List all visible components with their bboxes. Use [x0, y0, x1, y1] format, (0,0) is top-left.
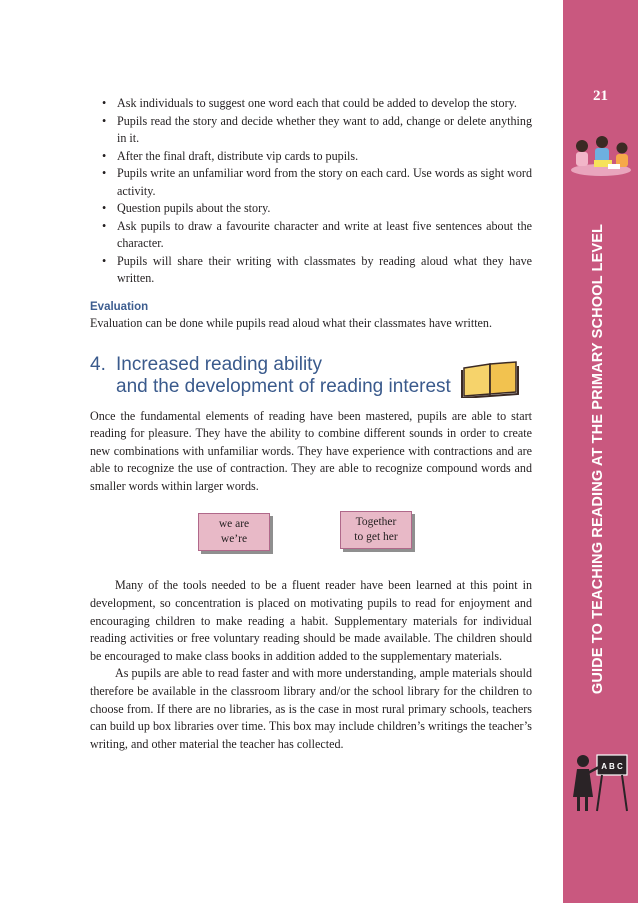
board-text: A B C	[601, 762, 623, 771]
evaluation-heading: Evaluation	[90, 300, 149, 313]
teacher-at-abc-board-illustration	[569, 745, 631, 815]
page-number: 21	[593, 88, 608, 104]
section-number: 4.	[90, 353, 106, 375]
contraction-box	[198, 513, 270, 551]
section-title-line2: and the development of reading interest	[116, 375, 451, 397]
open-book-icon	[460, 360, 520, 398]
box-line: to get her	[354, 531, 398, 544]
box-line: we’re	[220, 533, 248, 546]
paragraph: Many of the tools needed to be a fluent reader have been learned at this point in development, so concentration is placed on motivating pupils to read for enjoyment and encouraging children to make reading a habit. Supplementary materials for individual reading activities or free voluntary reading should be made available. The children should be encouraged to make class books in addition added to the supplementary materials.	[90, 578, 532, 663]
running-title: GUIDE TO TEACHING READING AT THE PRIMARY SCHOOL LEVEL	[590, 223, 606, 695]
list-item: • After the final draft, distribute vip cards to pupils.	[117, 148, 532, 166]
box-line: Together	[355, 516, 397, 529]
compound-word-box	[340, 511, 412, 549]
section-heading	[90, 354, 532, 398]
list-item: • Ask individuals to suggest one word each that could be added to develop the story.	[117, 95, 532, 113]
paragraph: Once the fundamental elements of reading have been mastered, pupils are able to start reading for pleasure. They have the ability to combine different sounds in order to create new combinations with unfamiliar words. They have experience with contractions and are able to recognize the use of contraction. They are able to recognize compound words and smaller words within larger words.	[90, 408, 532, 493]
paragraph: As pupils are able to read faster and with more understanding, ample materials should therefore be available in the classroom library and/or the school library for the children to choose from. If there are no libraries, as is the case in most rural primary schools, teachers can build up box libraries over time. This box may include children’s writings the teacher’s writing, and other material the teacher has collected.	[90, 666, 532, 751]
children-reading-illustration	[568, 130, 634, 180]
list-item: • Ask pupils to draw a favourite character and write at least five sentences about the character.	[117, 218, 532, 253]
list-item: • Pupils read the story and decide whether they want to add, change or delete anything in it.	[117, 113, 532, 148]
contraction-examples	[90, 495, 532, 575]
section-title-line1: Increased reading ability	[116, 353, 322, 375]
activity-bullet-list	[90, 95, 532, 288]
list-item: • Pupils write an unfamiliar word from the story on each card. Use words as sight word activity.	[117, 165, 532, 200]
main-content	[90, 95, 532, 753]
box-line: we are	[218, 518, 250, 531]
evaluation-text: Evaluation can be done while pupils read aloud what their classmates have written.	[90, 315, 492, 330]
list-item: • Pupils will share their writing with classmates by reading aloud what they have written.	[117, 253, 532, 288]
sidebar	[563, 0, 638, 903]
list-item: • Question pupils about the story.	[117, 200, 532, 218]
